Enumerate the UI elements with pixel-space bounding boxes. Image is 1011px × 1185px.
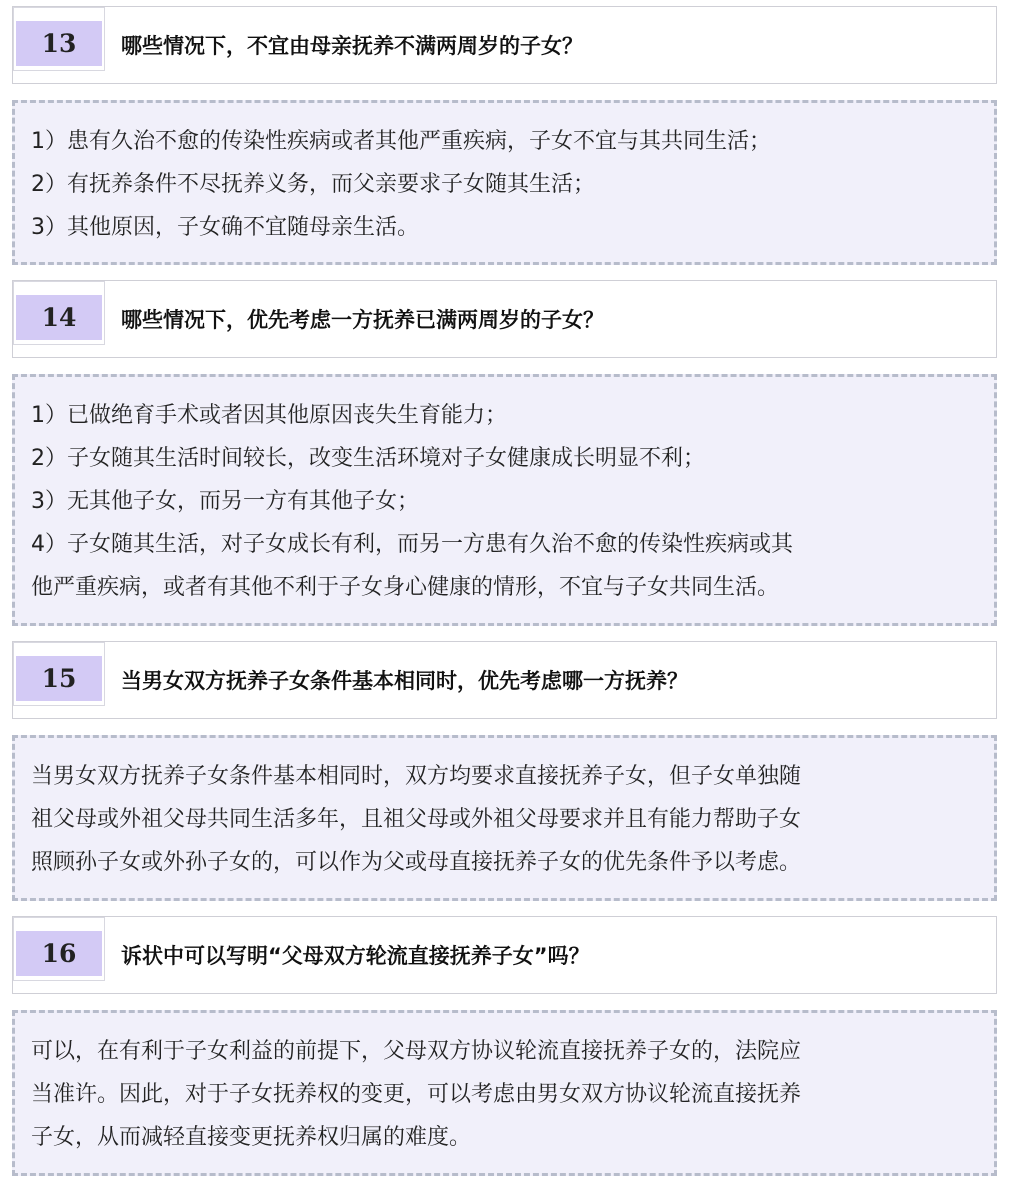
- number-frame: [13, 7, 105, 71]
- question-header-15: [12, 641, 997, 719]
- answer-box-13: [12, 100, 997, 265]
- number-badge: 13: [16, 21, 102, 66]
- answer-line: 祖父母或外祖父母共同生活多年，且祖父母或外祖父母要求并且有能力帮助子女: [31, 807, 802, 832]
- answer-line: 可以，在有利于子女利益的前提下，父母双方协议轮流直接抚养子女的，法院应: [31, 1039, 802, 1064]
- number-frame: [13, 642, 105, 706]
- answer-line: 2）子女随其生活时间较长，改变生活环境对子女健康成长明显不利；: [31, 446, 705, 471]
- answer-box-14: [12, 374, 997, 626]
- number-badge: 16: [16, 931, 102, 976]
- answer-line: 3）无其他子女，而另一方有其他子女；: [31, 489, 419, 514]
- answer-line: 他严重疾病，或者有其他不利于子女身心健康的情形，不宜与子女共同生活。: [31, 575, 780, 600]
- question-header-16: [12, 916, 997, 994]
- question-text: 哪些情况下，优先考虑一方抚养已满两周岁的子女？: [121, 308, 604, 332]
- question-header-14: [12, 280, 997, 358]
- answer-line: 当男女双方抚养子女条件基本相同时，双方均要求直接抚养子女，但子女单独随: [31, 764, 802, 789]
- question-text: 诉状中可以写明“父母双方轮流直接抚养子女”吗？: [121, 944, 590, 968]
- answer-line: 照顾孙子女或外孙子女的，可以作为父或母直接抚养子女的优先条件予以考虑。: [31, 850, 802, 875]
- answer-line: 子女，从而减轻直接变更抚养权归属的难度。: [31, 1125, 472, 1150]
- number-badge: 14: [16, 295, 102, 340]
- answer-line: 4）子女随其生活，对子女成长有利，而另一方患有久治不愈的传染性疾病或其: [31, 532, 793, 557]
- number-frame: [13, 281, 105, 345]
- number-frame: [13, 917, 105, 981]
- answer-line: 当准许。因此，对于子女抚养权的变更，可以考虑由男女双方协议轮流直接抚养: [31, 1082, 802, 1107]
- answer-line: 1）已做绝育手术或者因其他原因丧失生育能力；: [31, 403, 507, 428]
- answer-line: 2）有抚养条件不尽抚养义务，而父亲要求子女随其生活；: [31, 172, 595, 197]
- answer-box-15: [12, 735, 997, 901]
- answer-line: 3）其他原因，子女确不宜随母亲生活。: [31, 215, 419, 240]
- answer-box-16: [12, 1010, 997, 1176]
- question-text: 哪些情况下，不宜由母亲抚养不满两周岁的子女？: [121, 34, 583, 58]
- question-header-13: [12, 6, 997, 84]
- answer-line: 1）患有久治不愈的传染性疾病或者其他严重疾病，子女不宜与其共同生活；: [31, 129, 771, 154]
- number-badge: 15: [16, 656, 102, 701]
- question-text: 当男女双方抚养子女条件基本相同时，优先考虑哪一方抚养？: [121, 669, 688, 693]
